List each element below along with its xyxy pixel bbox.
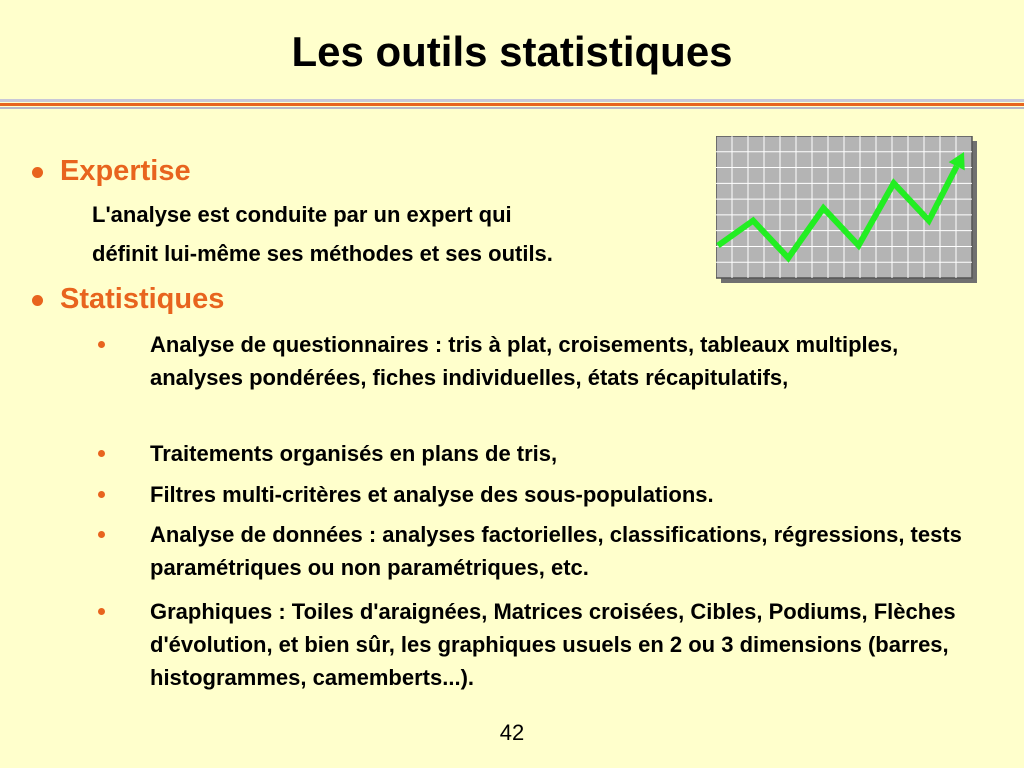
bullet-dot-icon: [98, 341, 105, 348]
title-rule-accent: [0, 103, 1024, 106]
section-expertise: [60, 155, 191, 188]
section-statistiques: [60, 283, 224, 316]
list-item-text: Filtres multi-critères et analyse des sous-populations.: [150, 482, 714, 507]
bullet-dot-icon: [98, 491, 105, 498]
expertise-line-1: L'analyse est conduite par un expert qui: [92, 202, 512, 227]
title-rule-top: [0, 99, 1024, 102]
list-item-text: Analyse de données : analyses factorielles, classifications, régressions, tests paramétriques ou non paramétriques, etc.: [150, 522, 962, 580]
slide-title: Les outils statistiques: [291, 28, 733, 75]
section-statistiques-heading: Statistiques: [60, 283, 225, 315]
bullet-dot-icon: [98, 608, 105, 615]
list-item: [150, 437, 990, 470]
expertise-line-2: définit lui-même ses méthodes et ses outils.: [92, 241, 553, 266]
list-item: [150, 478, 990, 511]
trend-chart: [716, 136, 972, 278]
list-item-text: Graphiques : Toiles d'araignées, Matrices croisées, Cibles, Podiums, Flèches d'évolution, et bien sûr, les graphiques usuels en 2 ou 3 dimensions (barres, histogrammes, camemberts...).: [150, 599, 956, 690]
section-expertise-heading: Expertise: [60, 155, 191, 187]
trend-chart-svg: [716, 136, 978, 284]
bullet-dot-icon: [32, 295, 43, 306]
list-item: [150, 595, 990, 694]
bullet-dot-icon: [98, 531, 105, 538]
bullet-dot-icon: [32, 167, 43, 178]
list-item: [150, 328, 990, 394]
list-item-text: Traitements organisés en plans de tris,: [150, 441, 558, 466]
bullet-dot-icon: [98, 450, 105, 457]
title-rule-bottom: [0, 107, 1024, 109]
page-number: 42: [499, 720, 525, 745]
list-item: [150, 518, 990, 584]
list-item-text: Analyse de questionnaires : tris à plat, croisements, tableaux multiples, analyses pondérées, fiches individuelles, états récapitulatifs,: [150, 332, 899, 390]
